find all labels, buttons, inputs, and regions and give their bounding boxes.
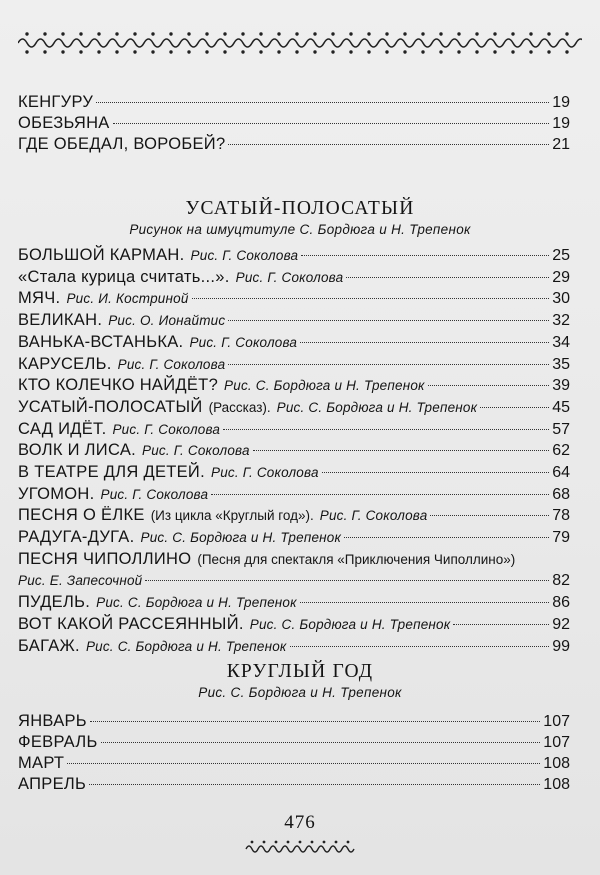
section-title-usaty: УСАТЫЙ-ПОЛОСАТЫЙ bbox=[185, 198, 415, 219]
entry-title: ПЕСНЯ ЧИПОЛЛИНО bbox=[18, 549, 192, 568]
toc-entry bbox=[18, 134, 570, 155]
entry-title: БОЛЬШОЙ КАРМАН. bbox=[18, 246, 185, 264]
toc-entry bbox=[18, 113, 570, 134]
toc-entry bbox=[18, 711, 570, 732]
entry-subtitle: (Песня для спектакля «Приключения Чиполлино») bbox=[197, 551, 516, 567]
dot-leader bbox=[96, 102, 549, 103]
entry-page: 86 bbox=[552, 594, 570, 612]
entry-illustrator: Рис. С. Бордюга и Н. Трепенок bbox=[276, 399, 478, 415]
dot-leader bbox=[67, 763, 540, 764]
entry-page: 19 bbox=[552, 94, 570, 111]
dot-leader bbox=[430, 515, 549, 516]
toc-entry bbox=[18, 397, 570, 418]
entry-title: КТО КОЛЕЧКО НАЙДЁТ? bbox=[18, 376, 219, 395]
entry-illustrator: Рис. С. Бордюга и Н. Трепенок bbox=[96, 595, 297, 611]
entry-illustrator: Рис. Г. Соколова bbox=[112, 421, 221, 437]
entry-title: ГДЕ ОБЕДАЛ, ВОРОБЕЙ? bbox=[18, 135, 226, 153]
entry-title: УСАТЫЙ-ПОЛОСАТЫЙ bbox=[18, 397, 203, 416]
dot-leader bbox=[101, 742, 541, 743]
entry-illustrator: Рис. Г. Соколова bbox=[189, 334, 298, 350]
entry-title: ПЕСНЯ О ЁЛКЕ bbox=[18, 506, 145, 525]
entry-title: МЯЧ. bbox=[18, 289, 61, 308]
entry-illustrator: Рис. Е. Запесочной bbox=[18, 572, 143, 588]
entry-title: КАРУСЕЛЬ. bbox=[18, 354, 112, 373]
dot-leader bbox=[223, 429, 549, 430]
dot-leader bbox=[228, 320, 549, 321]
entry-page: 107 bbox=[543, 734, 570, 751]
entry-illustrator: Рис. Г. Соколова bbox=[142, 443, 250, 459]
toc-entry bbox=[18, 462, 570, 483]
entry-title: УГОМОН. bbox=[18, 484, 95, 503]
dot-leader bbox=[90, 721, 540, 722]
toc-entry bbox=[18, 484, 570, 505]
entry-title: ФЕВРАЛЬ bbox=[18, 733, 98, 751]
entry-title: ОБЕЗЬЯНА bbox=[18, 114, 110, 132]
toc-entry bbox=[18, 440, 570, 461]
entry-subtitle: (Из цикла «Круглый год»). bbox=[150, 508, 314, 524]
entry-title: САД ИДЁТ. bbox=[18, 419, 107, 438]
entry-page: 62 bbox=[552, 442, 570, 460]
dot-leader bbox=[113, 123, 550, 124]
toc-entry bbox=[18, 375, 570, 396]
entry-page: 108 bbox=[543, 776, 570, 793]
toc-entry bbox=[18, 505, 570, 526]
entry-page: 19 bbox=[552, 115, 570, 132]
entry-page: 99 bbox=[552, 637, 570, 655]
entry-page: 108 bbox=[543, 755, 570, 772]
entry-page: 78 bbox=[552, 507, 570, 525]
toc-entry bbox=[18, 527, 570, 548]
toc-entry bbox=[18, 571, 570, 591]
entry-page: 107 bbox=[543, 713, 570, 730]
page-number: 476 bbox=[284, 812, 316, 833]
section-subtitle-usaty: Рисунок на шмуцтитуле С. Бордюга и Н. Трепенок bbox=[129, 222, 471, 237]
dot-leader bbox=[344, 537, 549, 538]
dot-leader bbox=[301, 255, 549, 256]
entry-title: В ТЕАТРЕ ДЛЯ ДЕТЕЙ. bbox=[18, 463, 205, 481]
entry-title: АПРЕЛЬ bbox=[18, 775, 87, 793]
toc-entry bbox=[18, 92, 570, 113]
dot-leader bbox=[290, 646, 550, 647]
entry-page: 35 bbox=[552, 355, 570, 373]
toc-entry bbox=[18, 267, 570, 288]
toc-entry bbox=[18, 245, 570, 266]
entry-page: 64 bbox=[552, 464, 570, 481]
dot-leader bbox=[300, 342, 549, 343]
dot-leader bbox=[428, 385, 550, 386]
dot-leader bbox=[211, 494, 549, 495]
entry-illustrator: Рис. Г. Соколова bbox=[319, 508, 428, 524]
entry-page: 82 bbox=[552, 571, 570, 589]
toc-entry bbox=[18, 774, 570, 795]
entry-title: МАРТ bbox=[18, 754, 65, 772]
toc-entry bbox=[18, 549, 570, 570]
entry-title: ЯНВАРЬ bbox=[18, 712, 87, 730]
entry-page: 34 bbox=[552, 333, 570, 351]
section-subtitle-krugly-god: Рис. С. Бордюга и Н. Трепенок bbox=[198, 685, 402, 700]
dot-leader bbox=[346, 277, 549, 278]
entry-page: 79 bbox=[552, 529, 570, 547]
dot-leader bbox=[453, 624, 549, 625]
entry-title: ВЕЛИКАН. bbox=[18, 311, 103, 330]
entry-illustrator: Рис. Г. Соколова bbox=[210, 465, 319, 480]
dot-leader bbox=[228, 144, 549, 145]
toc-entry bbox=[18, 636, 570, 657]
bottom-ornament bbox=[240, 838, 360, 860]
entry-page: 68 bbox=[552, 485, 570, 503]
entry-illustrator: Рис. Г. Соколова bbox=[190, 248, 299, 263]
dot-leader bbox=[322, 472, 550, 473]
entry-illustrator: Рис. Г. Соколова bbox=[117, 356, 226, 372]
toc-entry bbox=[18, 419, 570, 440]
entry-title: ВАНЬКА-ВСТАНЬКА. bbox=[18, 332, 184, 351]
entry-title: «Стала курица считать...». bbox=[18, 267, 230, 286]
entry-illustrator: Рис. Г. Соколова bbox=[235, 269, 344, 285]
dot-leader bbox=[145, 580, 549, 581]
entry-page: 21 bbox=[552, 136, 570, 153]
entry-title: ВОТ КАКОЙ РАССЕЯННЫЙ. bbox=[18, 614, 244, 633]
entry-page: 39 bbox=[552, 377, 570, 395]
entry-illustrator: Рис. О. Ионайтис bbox=[108, 313, 226, 329]
entry-subtitle: (Рассказ). bbox=[208, 399, 271, 415]
entry-page: 45 bbox=[552, 398, 570, 416]
toc-entry bbox=[18, 732, 570, 753]
entry-title: КЕНГУРУ bbox=[18, 93, 94, 111]
dot-leader bbox=[89, 784, 540, 785]
dot-leader bbox=[192, 298, 550, 299]
toc-entry bbox=[18, 592, 570, 613]
dot-leader bbox=[480, 407, 549, 408]
entry-illustrator: Рис. Г. Соколова bbox=[100, 486, 209, 502]
toc-entry bbox=[18, 288, 570, 309]
entry-illustrator: Рис. И. Костриной bbox=[66, 291, 189, 307]
entry-page: 32 bbox=[552, 312, 570, 330]
entry-illustrator: Рис. С. Бордюга и Н. Трепенок bbox=[249, 616, 451, 632]
toc-entry bbox=[18, 354, 570, 375]
top-ornament-border bbox=[18, 30, 582, 56]
entry-title: ПУДЕЛЬ. bbox=[18, 593, 91, 612]
entry-illustrator: Рис. С. Бордюга и Н. Трепенок bbox=[85, 638, 287, 654]
toc-entry bbox=[18, 332, 570, 353]
dot-leader bbox=[228, 364, 549, 365]
toc-entry bbox=[18, 614, 570, 635]
toc-entry bbox=[18, 753, 570, 774]
entry-title: ВОЛК И ЛИСА. bbox=[18, 441, 137, 460]
entry-illustrator: Рис. С. Бордюга и Н. Трепенок bbox=[140, 530, 342, 546]
section-title-krugly-god: КРУГЛЫЙ ГОД bbox=[226, 661, 374, 682]
entry-page: 29 bbox=[552, 268, 570, 286]
toc-entry bbox=[18, 310, 570, 331]
entry-page: 57 bbox=[552, 420, 570, 438]
entry-title: БАГАЖ. bbox=[18, 636, 80, 655]
dot-leader bbox=[253, 450, 550, 451]
entry-page: 92 bbox=[552, 615, 570, 633]
entry-page: 30 bbox=[552, 290, 570, 308]
entry-title: РАДУГА-ДУГА. bbox=[18, 528, 135, 547]
entry-illustrator: Рис. С. Бордюга и Н. Трепенок bbox=[224, 378, 425, 394]
entry-page: 25 bbox=[552, 247, 570, 264]
dot-leader bbox=[300, 602, 550, 603]
